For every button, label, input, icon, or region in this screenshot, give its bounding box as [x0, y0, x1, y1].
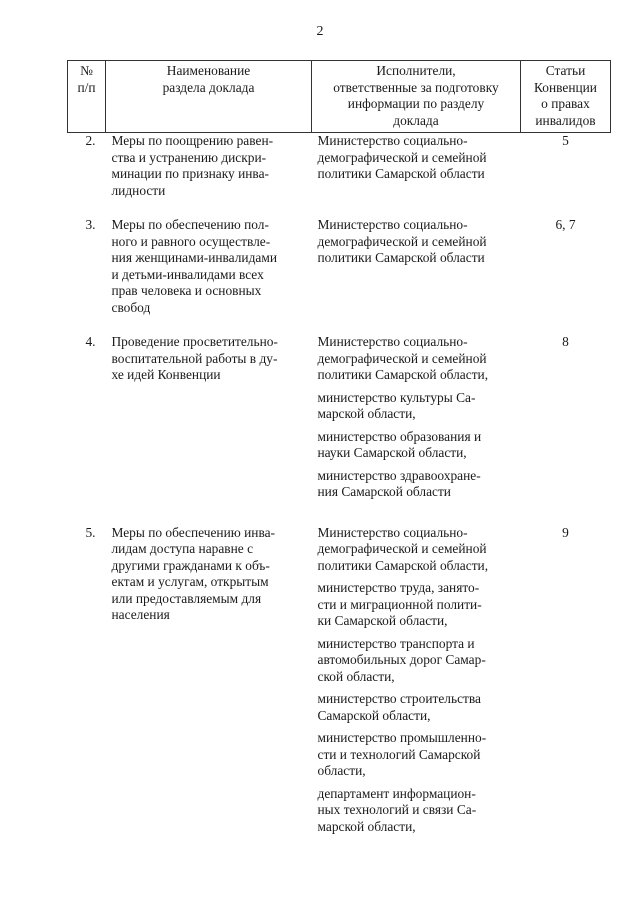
executor-item: министерство труда, занято- сти и миграционной полити- ки Самарской области, — [317, 580, 482, 628]
executor-item: департамент информацион- ных технологий и связи Са- марской области, — [317, 785, 477, 834]
row-section-name: Меры по обеспечению инва- лидам доступа наравне с другими гражданами к объ- ектам и услугам, открытым или предоставляемым для населения — [111, 524, 275, 622]
row-section-name: Меры по обеспечению пол- ного и равного осуществле- ния женщинами-инвалидами и детьми-инвалидами всех прав человека и основных свобод — [111, 217, 277, 315]
row-section-name: Проведение просветительно- воспитательной работы в ду- хе идей Конвенции — [111, 334, 278, 382]
row-spacer — [68, 199, 611, 217]
header-articles: Статьи Конвенции о правах инвалидов — [521, 61, 611, 133]
executor-item: Министерство социально- демографической и семейной политики Самарской области, — [317, 334, 489, 382]
row-number: 2. — [85, 133, 96, 148]
row-articles: 6, 7 — [555, 217, 576, 232]
table-body — [68, 133, 611, 842]
row-spacer — [68, 316, 611, 334]
row-number: 5. — [85, 524, 96, 540]
row-number: 4. — [85, 334, 96, 349]
executor-item: министерство культуры Са- марской области, — [317, 389, 476, 421]
row-articles: 9 — [562, 524, 569, 540]
header-section-name: Наименование раздела доклада — [106, 61, 312, 133]
table-row — [68, 217, 611, 316]
executor-item: Министерство социально- демографической и семейной политики Самарской области, — [317, 524, 489, 573]
row-spacer — [68, 507, 611, 525]
row-executors — [312, 525, 521, 842]
executor-item: министерство строительства Самарской области, — [317, 691, 481, 723]
row-executors — [312, 334, 521, 507]
executor-item: министерство здравоохране- ния Самарской области — [317, 467, 481, 499]
row-number: 3. — [85, 217, 96, 232]
page-number: 2 — [316, 24, 324, 39]
executor-item: Министерство социально- демографической и семейной политики Самарской области — [317, 133, 487, 181]
table-header-row — [68, 61, 611, 133]
report-sections-table — [67, 60, 611, 841]
row-executors — [312, 133, 521, 200]
table-row — [68, 133, 611, 200]
table-row — [68, 334, 611, 507]
executor-item: министерство образования и науки Самарской области, — [317, 428, 482, 460]
row-section-name: Меры по поощрению равен- ства и устранению дискри- минации по признаку инва- лидности — [111, 133, 274, 198]
executor-item: министерство транспорта и автомобильных дорог Самар- ской области, — [317, 635, 486, 684]
header-number: № п/п — [68, 61, 106, 133]
row-executors — [312, 217, 521, 316]
table-row — [68, 525, 611, 842]
header-executors: Исполнители, ответственные за подготовку информации по разделу доклада — [312, 61, 521, 133]
executor-item: министерство промышленно- сти и технологий Самарской области, — [317, 730, 487, 778]
row-articles: 8 — [562, 334, 569, 349]
executor-item: Министерство социально- демографической и семейной политики Самарской области — [317, 217, 487, 265]
row-articles: 5 — [562, 133, 569, 148]
